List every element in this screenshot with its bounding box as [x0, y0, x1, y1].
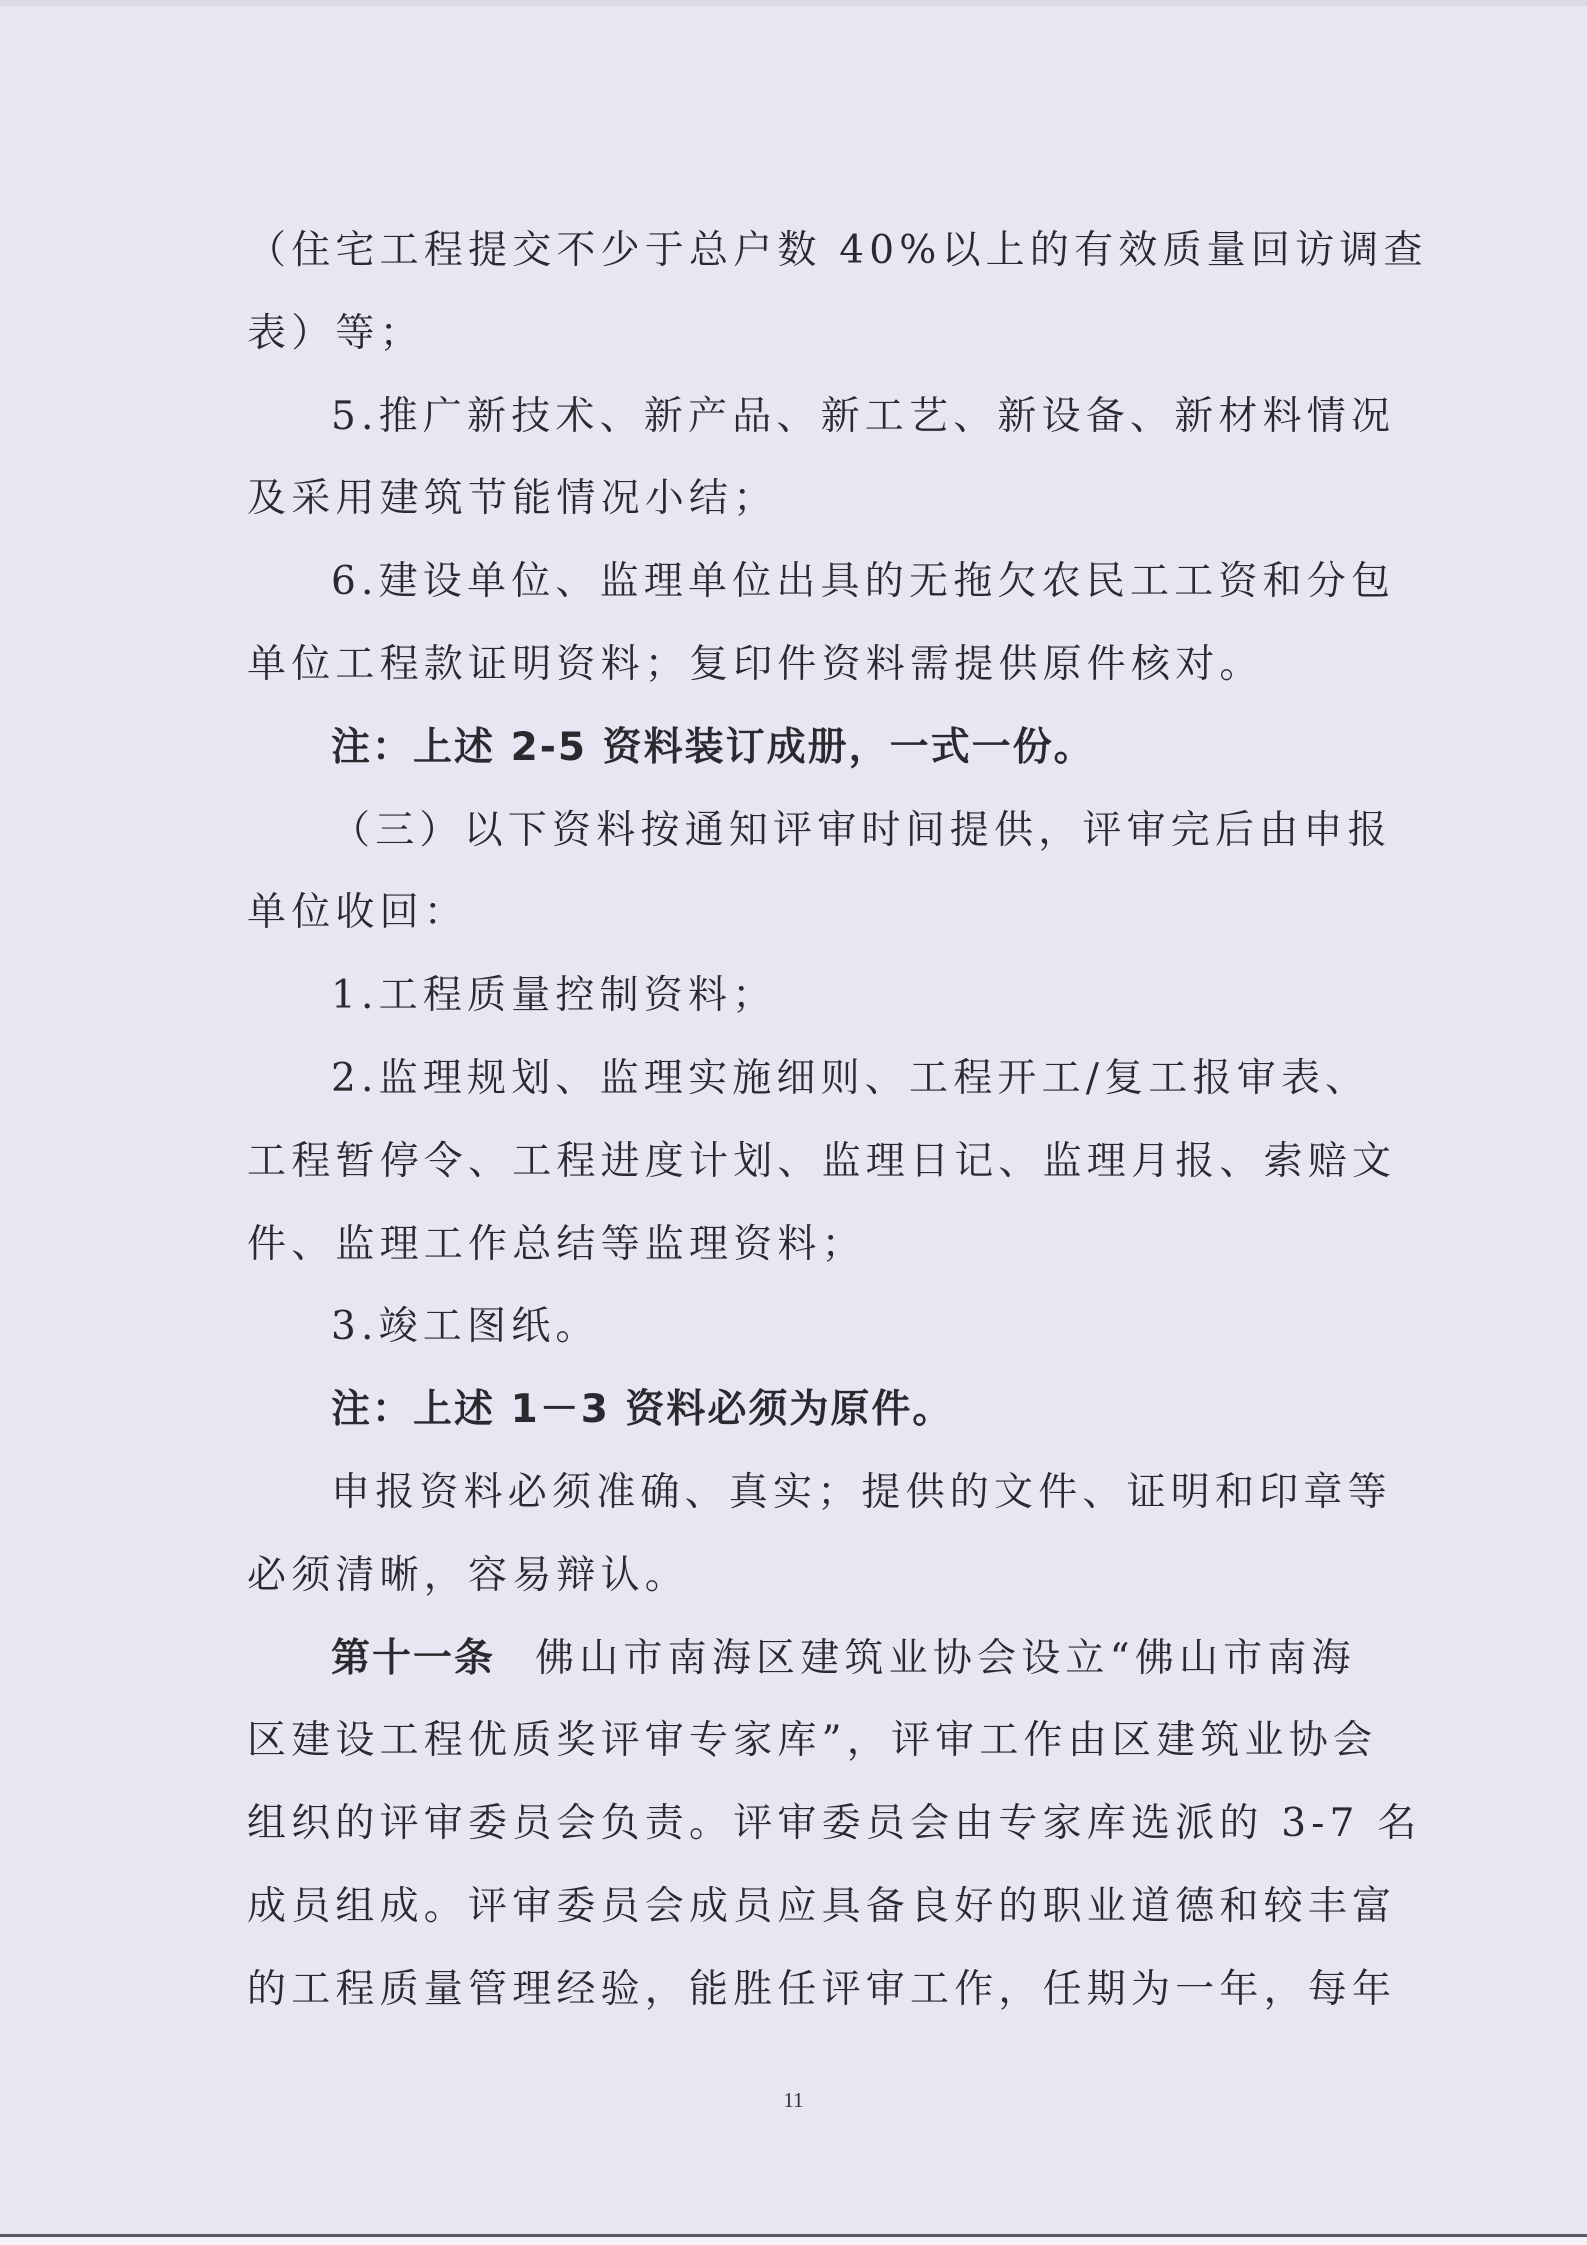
page-number: 11	[783, 2088, 804, 2112]
note-originals: 注：上述 1－3 资料必须为原件。	[331, 1387, 954, 1433]
list-item-2: 2.监理规划、监理实施细则、工程开工/复工报审表、	[331, 1055, 1370, 1101]
note-binding: 注：上述 2-5 资料装订成册，一式一份。	[331, 724, 1095, 770]
text-line: 单位工程款证明资料；复印件资料需提供原件核对。	[247, 641, 1264, 687]
text-line: 单位收回：	[247, 890, 469, 936]
list-item-3: 3.竣工图纸。	[331, 1304, 600, 1350]
text-line: 必须清晰，容易辩认。	[247, 1552, 690, 1598]
scan-margin	[0, 2237, 1587, 2245]
text-line: 件、监理工作总结等监理资料；	[247, 1221, 866, 1267]
article-heading: 第十一条	[331, 1635, 496, 1681]
article-line: 区建设工程优质奖评审专家库”，评审工作由区建筑业协会	[247, 1718, 1378, 1764]
text-line: 表）等；	[247, 310, 424, 356]
list-item-6: 6.建设单位、监理单位出具的无拖欠农民工工资和分包	[331, 559, 1396, 605]
section-three-heading: （三）以下资料按通知评审时间提供，评审完后由申报	[331, 807, 1392, 853]
text-line: （住宅工程提交不少于总户数 40%以上的有效质量回访调查	[247, 228, 1428, 273]
article-line: 的工程质量管理经验，能胜任评审工作，任期为一年，每年	[247, 1966, 1397, 2012]
document-body	[247, 218, 1428, 2040]
scan-top-edge	[0, 0, 1587, 6]
text-line: 及采用建筑节能情况小结；	[247, 476, 778, 522]
article-eleven-first-line	[247, 1626, 1356, 1709]
requirements-paragraph: 申报资料必须准确、真实；提供的文件、证明和印章等	[331, 1469, 1392, 1515]
article-line: 成员组成。评审委员会成员应具备良好的职业道德和较丰富	[247, 1883, 1397, 1929]
text-line: 工程暂停令、工程进度计划、监理日记、监理月报、索赔文	[247, 1138, 1397, 1184]
list-item-5: 5.推广新技术、新产品、新工艺、新设备、新材料情况	[331, 393, 1396, 439]
article-text: 佛山市南海区建筑业协会设立“佛山市南海	[535, 1635, 1356, 1681]
list-item-1: 1.工程质量控制资料；	[331, 973, 777, 1019]
article-line: 组织的评审委员会负责。评审委员会由专家库选派的 3-7 名	[247, 1801, 1422, 1847]
